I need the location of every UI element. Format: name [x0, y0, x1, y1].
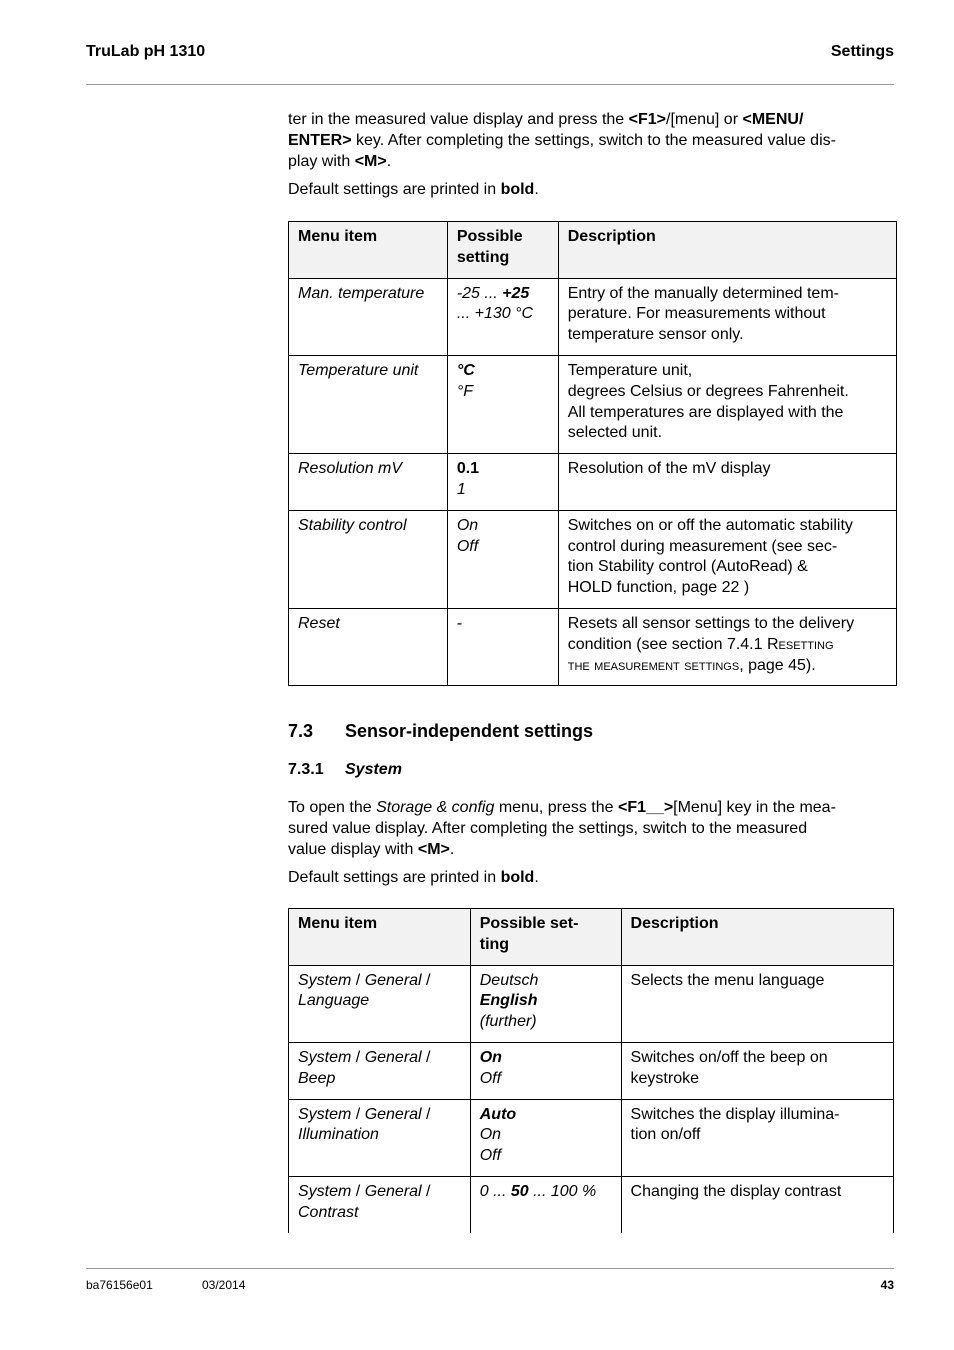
column-header-description: Description [558, 222, 896, 279]
header-rule [86, 84, 894, 85]
section-title: Sensor-independent settings [345, 721, 594, 741]
setting-cell: 0 ... 50 ... 100 % [470, 1176, 621, 1232]
setting-cell: On Off [447, 510, 558, 608]
subsection-title: System [345, 761, 402, 778]
column-header-menu-item: Menu item [289, 909, 471, 966]
page-number: 43 [880, 1278, 894, 1292]
column-header-menu-item: Menu item [289, 222, 448, 279]
key-f1: <F1__> [618, 799, 674, 816]
setting-cell: Auto On Off [470, 1099, 621, 1176]
table-row [289, 1176, 894, 1232]
description-cell: Entry of the manually determined tem- perature. For measurements without temperature sensor only. [558, 278, 896, 355]
document-number: ba76156e01 [86, 1278, 153, 1292]
system-intro-paragraph: To open the Storage & config menu, press the <F1__>[Menu] key in the mea- sured value display. After completing the settings, switch to the measured value display with <M>. [288, 799, 836, 858]
setting-cell: 0.1 1 [447, 454, 558, 511]
column-header-possible-setting: Possible set- ting [470, 909, 621, 966]
table-row [289, 278, 897, 355]
description-cell: Switches on/off the beep on keystroke [621, 1042, 893, 1099]
setting-cell: - [447, 608, 558, 685]
key-menu: <MENU/ [742, 111, 804, 128]
menu-item-cell: System / General / Contrast [289, 1176, 471, 1232]
table-header-row [289, 222, 897, 279]
table-row [289, 1099, 894, 1176]
table-header-row [289, 909, 894, 966]
table-row [289, 608, 897, 685]
section-number: 7.3 [288, 721, 314, 741]
menu-item-cell: Temperature unit [289, 355, 448, 453]
table-row [289, 355, 897, 453]
document-title: TruLab pH 1310 [86, 43, 206, 60]
column-header-description: Description [621, 909, 893, 966]
subsection-number: 7.3.1 [288, 761, 324, 778]
description-cell: Switches the display illumina- tion on/off [621, 1099, 893, 1176]
system-settings-table [288, 908, 894, 1233]
table-row [289, 454, 897, 511]
section-heading [288, 721, 593, 742]
table-row [289, 1042, 894, 1099]
setting-cell: °C °F [447, 355, 558, 453]
document-date: 03/2014 [202, 1278, 246, 1292]
table-row [289, 510, 897, 608]
description-cell: Changing the display contrast [621, 1176, 893, 1232]
menu-item-cell: Resolution mV [289, 454, 448, 511]
menu-item-cell: Reset [289, 608, 448, 685]
chapter-title: Settings [830, 43, 894, 60]
description-cell: Selects the menu language [621, 965, 893, 1042]
menu-item-cell: System / General / Beep [289, 1042, 471, 1099]
footer-rule [86, 1268, 894, 1269]
key-m: <M> [417, 840, 450, 858]
setting-cell: -25 ... +25 ... +130 °C [447, 278, 558, 355]
menu-item-cell: Man. temperature [289, 278, 448, 355]
default-settings-note: Default settings are printed in bold. [288, 869, 539, 886]
intro-paragraph: ter in the measured value display and press the <F1>/[menu] or <MENU/ ENTER> key. After completing the settings, switch to the measured value dis- play with <M>. [288, 111, 836, 170]
menu-item-cell: System / General / Illumination [289, 1099, 471, 1176]
description-cell: Resets all sensor settings to the delivery condition (see section 7.4.1 Resetting the measurement settings, page 45). [558, 608, 896, 685]
menu-item-cell: Stability control [289, 510, 448, 608]
column-header-possible-setting: Possible setting [447, 222, 558, 279]
table-row [289, 965, 894, 1042]
description-cell: Temperature unit, degrees Celsius or degrees Fahrenheit. All temperatures are displayed with the selected unit. [558, 355, 896, 453]
sensor-settings-table [288, 221, 897, 686]
setting-cell: Deutsch English (further) [470, 965, 621, 1042]
key-enter: ENTER> [288, 131, 352, 149]
key-m: <M> [354, 152, 387, 170]
subsection-heading [288, 761, 402, 779]
key-f1: <F1> [628, 111, 666, 128]
menu-item-cell: System / General / Language [289, 965, 471, 1042]
setting-cell: On Off [470, 1042, 621, 1099]
description-cell: Switches on or off the automatic stability control during measurement (see sec- tion Stability control (AutoRead) & HOLD function, page 22 ) [558, 510, 896, 608]
description-cell: Resolution of the mV display [558, 454, 896, 511]
default-settings-note: Default settings are printed in bold. [288, 181, 539, 198]
